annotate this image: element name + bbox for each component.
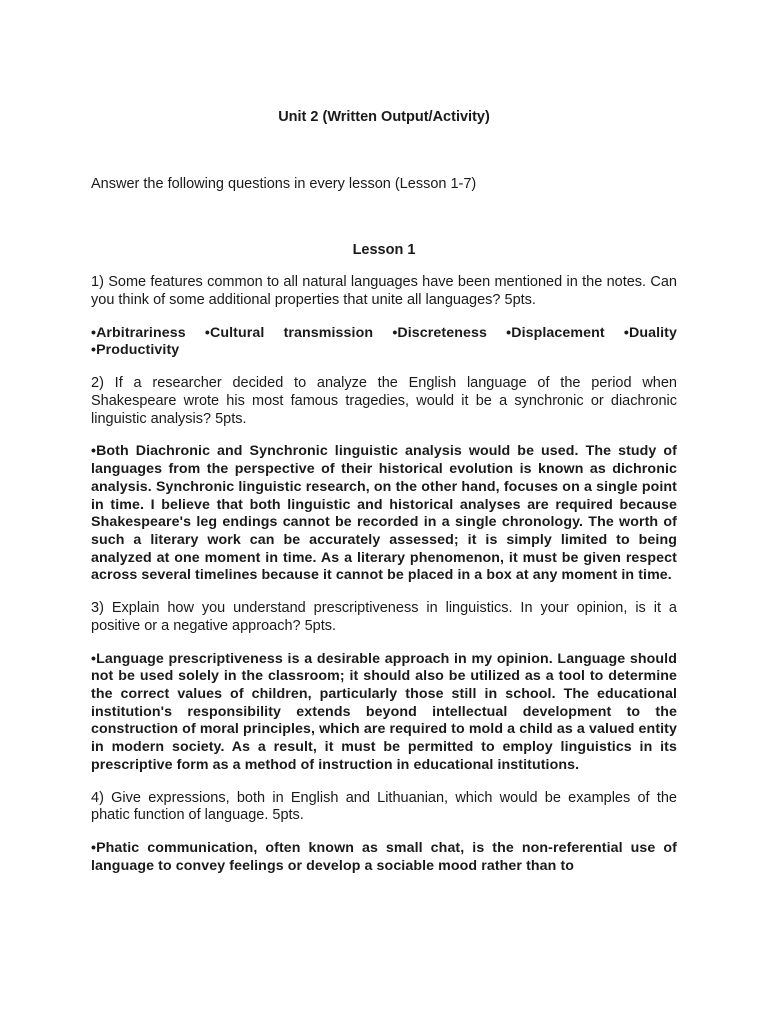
- answer-3: •Language prescriptiveness is a desirable approach in my opinion. Language should not be used solely in the classroom; it should also be utilized as a tool to determine the correct values of children, particularly those still in school. The educational institution's responsibility extends beyond intellectual development to the construction of moral principles, which are required to mold a child as a valued entity in modern society. As a result, it must be permitted to employ linguistics in its prescriptive form as a method of instruction in educational institutions.: [91, 650, 677, 773]
- question-1: 1) Some features common to all natural languages have been mentioned in the notes. Can you think of some additional properties that unite all languages? 5pts.: [91, 274, 677, 308]
- instruction-text: Answer the following questions in every lesson (Lesson 1-7): [91, 176, 477, 192]
- answer-2: •Both Diachronic and Synchronic linguistic analysis would be used. The study of languages from the perspective of their historical evolution is known as dichronic analysis. Synchronic linguistic research, on the other hand, focuses on a single point in time. I believe that both linguistic and historical analyses are required because Shakespeare's leg endings cannot be recorded in a single chronology. The worth of such a literary work can be accurately assessed; it is simply limited to being analyzed at one moment in time. As a literary phenomenon, it must be given respect across several timelines because it cannot be placed in a box at any moment in time.: [91, 443, 677, 584]
- answer-4: •Phatic communication, often known as small chat, is the non-referential use of language to convey feelings or develop a sociable mood rather than to: [91, 840, 677, 874]
- question-4: 4) Give expressions, both in English and Lithuanian, which would be examples of the phatic function of language. 5pts.: [91, 789, 677, 824]
- lesson-content: [91, 274, 677, 891]
- question-3: 3) Explain how you understand prescriptiveness in linguistics. In your opinion, is it a positive or a negative approach? 5pts.: [91, 600, 677, 634]
- question-2: 2) If a researcher decided to analyze the English language of the period when Shakespeare wrote his most famous tragedies, would it be a synchronic or diachronic linguistic analysis? 5pts.: [91, 375, 677, 427]
- document-title: Unit 2 (Written Output/Activity): [278, 109, 490, 125]
- lesson-heading: Lesson 1: [352, 242, 416, 258]
- answer-1: •Arbitrariness •Cultural transmission •Discreteness •Displacement •Duality •Productivity: [91, 324, 677, 359]
